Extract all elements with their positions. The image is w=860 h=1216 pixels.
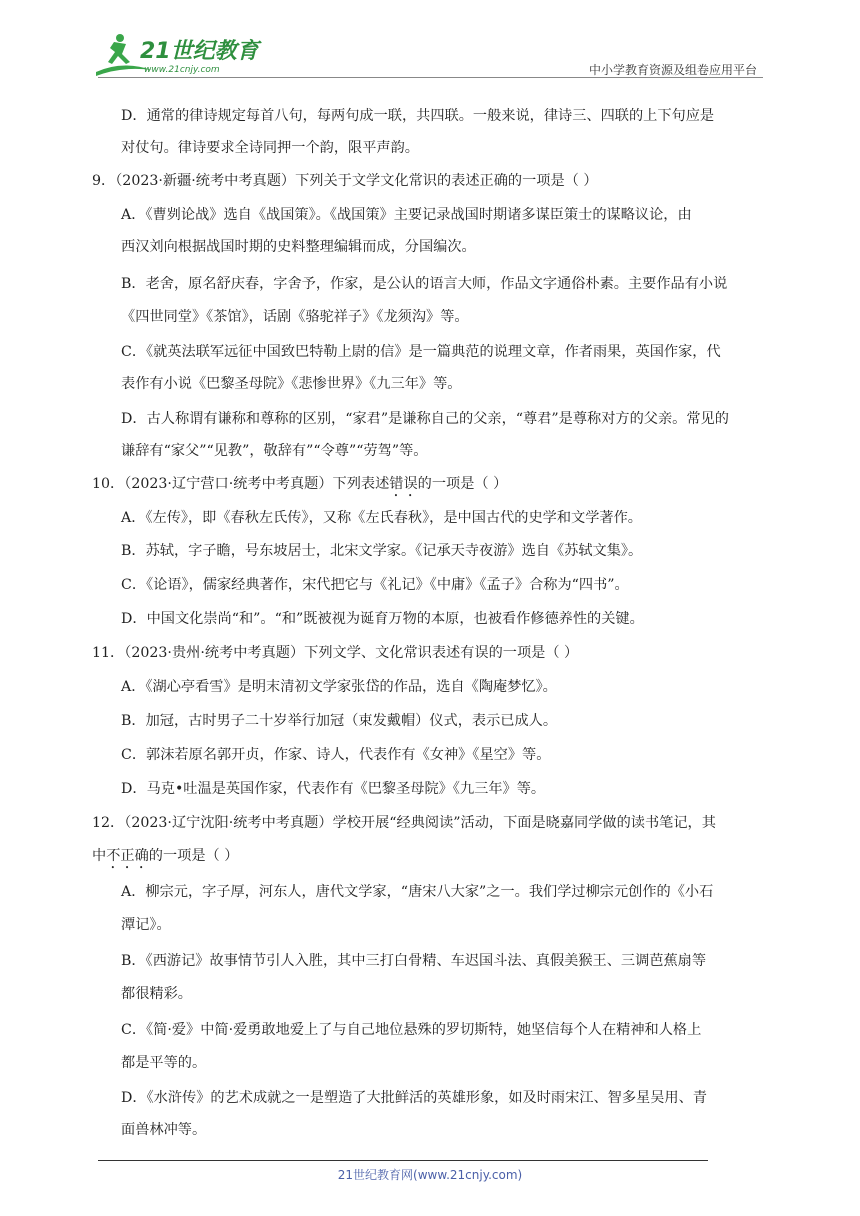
option-line: 潭记》。 [121, 917, 171, 933]
option-line: 都是平等的。 [121, 1055, 207, 1071]
logo [92, 30, 292, 80]
option-line: 面兽林冲等。 [121, 1122, 207, 1138]
emphasized-word: 错误 [389, 476, 418, 492]
option-line: A．《曹刿论战》选自《战国策》。《战国策》主要记录战国时期诸多谋臣策士的谋略议论，由 [121, 207, 692, 223]
option-line: C．《就英法联军远征中国致巴特勒上尉的信》是一篇典范的说理文章，作者雨果，英国作家，代 [121, 344, 721, 360]
emphasized-word: 不正确 [106, 848, 149, 864]
question-stem: 11．（2023·贵州·统考中考真题）下列文学、文化常识表述有误的一项是（ ） [92, 645, 579, 661]
option-line: D．古人称谓有谦称和尊称的区别，“家君”是谦称自己的父亲，“尊君”是尊称对方的父亲。常见的 [121, 411, 729, 427]
header-platform-text: 中小学教育资源及组卷应用平台 [588, 63, 757, 77]
question-stem: 12．（2023·辽宁沈阳·统考中考真题）学校开展“经典阅读”活动，下面是晓嘉同学做的读书笔记，其 [92, 815, 716, 831]
footer-divider [98, 1160, 708, 1161]
option-line: B．《西游记》故事情节引人入胜，其中三打白骨精、车迟国斗法、真假美猴王、三调芭蕉扇等 [121, 953, 707, 969]
option-line: C．郭沫若原名郭开贞，作家、诗人，代表作有《女神》《星空》等。 [121, 747, 551, 763]
option-line: 《四世同堂》《茶馆》，话剧《骆驼祥子》《龙须沟》等。 [121, 309, 469, 325]
option-line: C．《论语》，儒家经典著作，宋代把它与《礼记》《中庸》《孟子》合称为“四书”。 [121, 577, 629, 593]
option-line: 西汉刘向根据战国时期的史料整理编辑而成，分国编次。 [121, 239, 476, 255]
logo-url: www.21cnjy.com [144, 65, 220, 75]
option-line: D．中国文化崇尚“和”。“和”既被视为诞育万物的本原，也被看作修德养性的关键。 [121, 611, 644, 627]
option-line: 表作有小说《巴黎圣母院》《悲惨世界》《九三年》等。 [121, 376, 462, 392]
question-stem: 9．（2023·新疆·统考中考真题）下列关于文学文化常识的表述正确的一项是（ ） [92, 173, 598, 189]
option-line: B．老舍，原名舒庆春，字舍予，作家，是公认的语言大师，作品文字通俗朴素。主要作品有小说 [121, 276, 728, 292]
question-stem: 10．（2023·辽宁营口·统考中考真题）下列表述错误的一项是（ ） [92, 476, 508, 492]
option-line: 谦辞有“家父”“见教”，敬辞有”“令尊”“劳驾”等。 [121, 443, 428, 459]
option-line: D．《水浒传》的艺术成就之一是塑造了大批鲜活的英雄形象，如及时雨宋江、智多星吴用、青 [121, 1090, 707, 1106]
question-stem: 中不正确的一项是（ ） [92, 848, 239, 864]
header-divider [98, 77, 763, 78]
option-line: D．马克•吐温是英国作家，代表作有《巴黎圣母院》《九三年》等。 [121, 781, 546, 797]
option-line: A．柳宗元，字子厚，河东人，唐代文学家，“唐宋八大家”之一。我们学过柳宗元创作的《小石 [121, 884, 714, 900]
option-line: B．苏轼，字子瞻，号东坡居士，北宋文学家。《记承天寺夜游》选自《苏轼文集》。 [121, 543, 643, 559]
footer-text: 21世纪教育网(www.21cnjy.com) [337, 1168, 523, 1182]
option-line: 对仗句。律诗要求全诗同押一个韵，限平声韵。 [121, 140, 419, 156]
logo-text: 21世纪教育 [140, 39, 259, 64]
page-header [0, 0, 860, 90]
option-line: 都很精彩。 [121, 986, 192, 1002]
option-line: D．通常的律诗规定每首八句，每两句成一联，共四联。一般来说，律诗三、四联的上下句应是 [121, 108, 715, 124]
option-line: C．《简·爱》中简·爱勇敢地爱上了与自己地位悬殊的罗切斯特，她坚信每个人在精神和人格上 [121, 1022, 702, 1038]
option-line: A．《湖心亭看雪》是明末清初文学家张岱的作品，选自《陶庵梦忆》。 [121, 679, 557, 695]
option-line: B．加冠，古时男子二十岁举行加冠（束发戴帽）仪式，表示已成人。 [121, 713, 558, 729]
option-line: A．《左传》，即《春秋左氏传》，又称《左氏春秋》，是中国古代的史学和文学著作。 [121, 510, 642, 526]
